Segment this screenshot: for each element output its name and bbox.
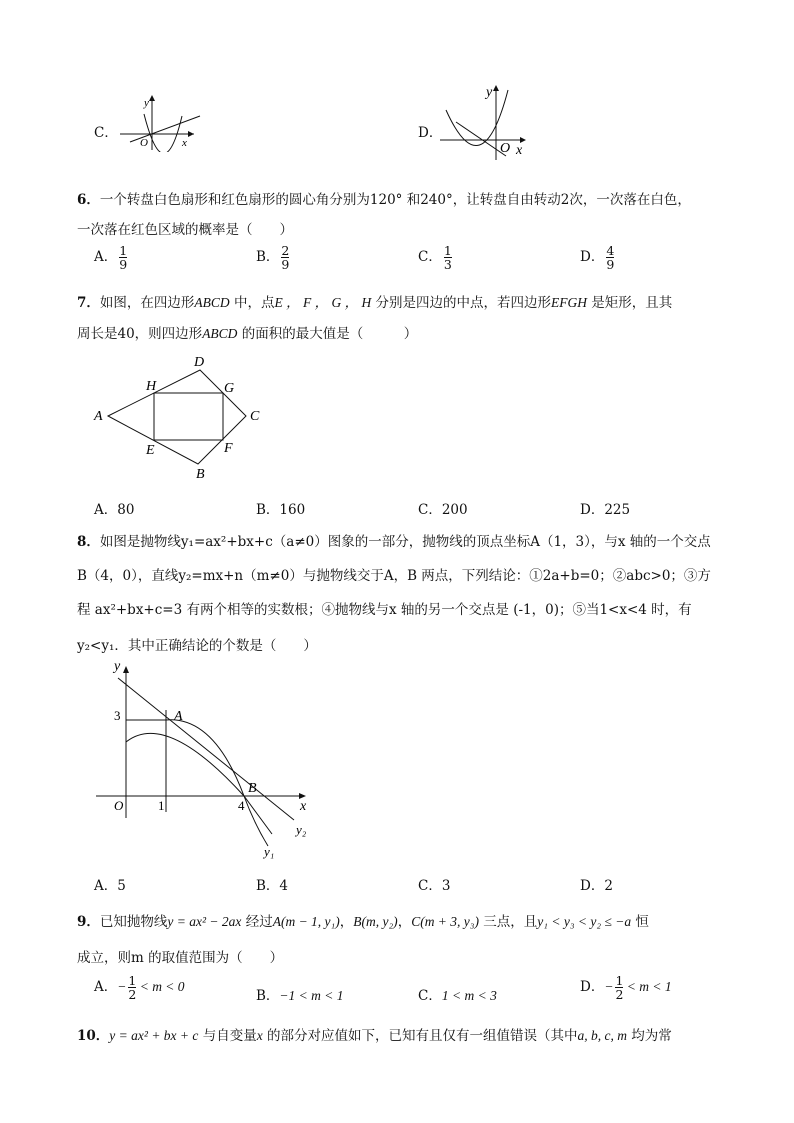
q5d-origin-label: O [500, 141, 511, 156]
q5-option-c-label[interactable]: C． [94, 125, 118, 141]
q9-line1: 9．已知抛物线y = ax² − 2ax 经过A(m − 1, y₁)，B(m, y₂)，C(m + 3, y₃) 三点，且y₁ < y₃ < y₂ ≤ −a 恒 [77, 914, 649, 930]
q8-x-label: x [300, 799, 307, 814]
q10-line1: 10．y = ax² + bx + c 与自变量x 的部分对应值如下，已知有且仅有一组值错误（其中a, b, c, m 均为常 [77, 1028, 672, 1044]
q8-y2-label: y₂ [296, 822, 307, 837]
q9-line2: 成立，则m 的取值范围为（ ） [77, 950, 284, 966]
q7-option-c[interactable]: C．200 [418, 502, 468, 518]
q8-option-a[interactable]: A．5 [94, 878, 126, 894]
q8-option-c[interactable]: C．3 [418, 878, 451, 894]
q6-option-d[interactable]: D． $\frac{4}{9}$ [580, 243, 615, 272]
q5-option-d-label[interactable]: D． [418, 125, 443, 141]
q7-label-a: A [94, 409, 103, 424]
q5d-y-label: y [486, 85, 493, 100]
q7-figure [90, 352, 270, 486]
q5c-y-label: y [144, 97, 149, 109]
q8-origin: O [114, 798, 124, 813]
q5c-origin-label: O [140, 137, 148, 149]
q6-number: 6． [77, 192, 100, 208]
q7-label-e: E [146, 443, 155, 458]
q8-y-label: y [114, 659, 121, 674]
q6-option-c[interactable]: C． $\frac{1}{3}$ [418, 243, 452, 272]
q8-option-b[interactable]: B．4 [256, 878, 289, 894]
q8-four-label: 4 [238, 798, 245, 813]
q8-line4: y₂<y₁．其中正确结论的个数是（ ） [77, 638, 317, 654]
q7-option-d[interactable]: D．225 [580, 502, 631, 518]
q5c-x-label: x [182, 137, 187, 149]
q5-graph-d [438, 82, 534, 162]
q9-option-c[interactable]: C．1 < m < 3 [418, 988, 497, 1004]
q7-option-b[interactable]: B．160 [256, 502, 306, 518]
q8-point-b: B [248, 781, 257, 796]
q6-option-b[interactable]: B． $\frac{2}{9}$ [256, 243, 290, 272]
q9-option-b[interactable]: B．−1 < m < 1 [256, 988, 344, 1004]
q8-option-d[interactable]: D．2 [580, 878, 613, 894]
q7-label-h: H [146, 379, 157, 394]
q7-label-f: F [224, 441, 233, 456]
q10-number: 10． [77, 1028, 110, 1044]
q9-option-d[interactable]: D．− $\frac{1}{2}$ < m < 1 [580, 973, 672, 1002]
q6-option-a[interactable]: A． $\frac{1}{9}$ [94, 243, 128, 272]
q7-line1: 7．如图，在四边形ABCD 中，点E ， F ， G ， H 分别是四边的中点，若四边形EFGH 是矩形，且其 [77, 295, 673, 311]
q8-line2: B（4，0），直线y₂=mx+n（m≠0）与抛物线交于A，B 两点，下列结论：①2a+b=0；②abc>0；③方 [77, 568, 711, 584]
q5d-x-label: x [516, 143, 523, 158]
q5-graph-c [116, 92, 206, 152]
q8-y1-label: y₁ [264, 844, 275, 859]
q8-one-label: 1 [158, 798, 165, 813]
q6-line1: 6．一个转盘白色扇形和红色扇形的圆心角分别为120° 和240°，让转盘自由转动2次，一次落在白色， [77, 192, 691, 208]
q8-line3: 程 ax²+bx+c=3 有两个相等的实数根；④抛物线与x 轴的另一个交点是 (-1，0)；⑤当1<x<4 时，有 [77, 602, 692, 618]
q8-point-a: A [174, 709, 183, 724]
q6-line2: 一次落在红色区域的概率是（ ） [77, 222, 293, 238]
q7-number: 7． [77, 295, 100, 311]
q7-option-a[interactable]: A．80 [94, 502, 135, 518]
q9-number: 9． [77, 914, 100, 930]
q7-label-g: G [224, 381, 235, 396]
q7-label-d: D [194, 355, 205, 370]
q7-line2: 周长是40，则四边形ABCD 的面积的最大值是（ ） [77, 326, 418, 342]
q8-figure [94, 658, 324, 863]
q8-line1: 8．如图是抛物线y₁=ax²+bx+c（a≠0）图象的一部分，抛物线的顶点坐标A（1，3），与x 轴的一个交点 [77, 534, 711, 550]
q7-label-c: C [250, 409, 260, 424]
q8-number: 8． [77, 534, 100, 550]
q9-option-a[interactable]: A．− $\frac{1}{2}$ < m < 0 [94, 973, 185, 1002]
q7-label-b: B [196, 467, 205, 482]
q8-three-label: 3 [114, 708, 121, 723]
